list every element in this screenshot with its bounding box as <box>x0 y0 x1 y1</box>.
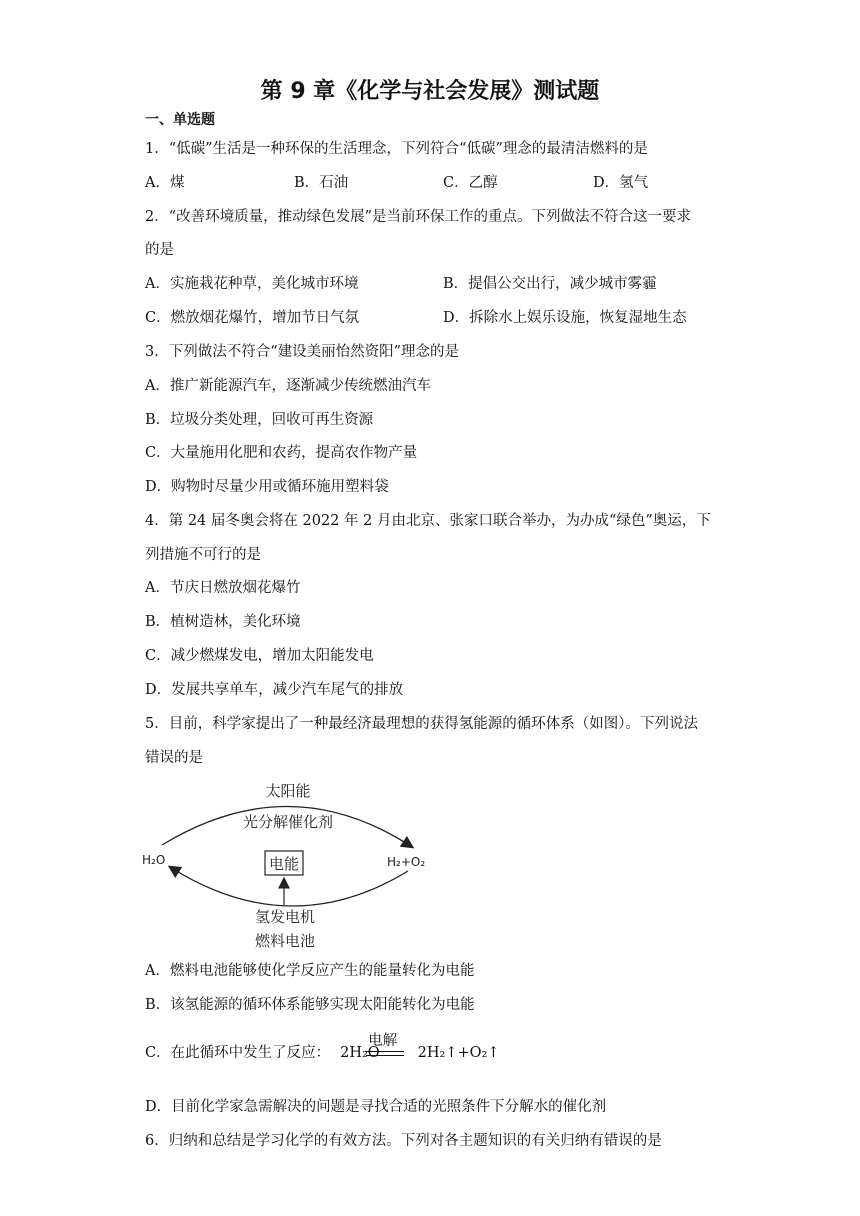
page-title: 第 9 章《化学与社会发展》测试题 <box>260 79 600 104</box>
q5-option-d: D．目前化学家急需解决的问题是寻找合适的光照条件下分解水的催化剂 <box>145 1099 607 1115</box>
q1-option-d: D．氢气 <box>593 175 649 191</box>
q2-option-c: C．燃放烟花爆竹，增加节日气氛 <box>145 310 360 326</box>
diagram-label-hydrogen-oxygen: H₂+O₂ <box>387 855 426 869</box>
diagram-label-fuel-cell: 燃料电池 <box>254 932 316 950</box>
q3-option-c: C．大量施用化肥和农药，提高农作物产量 <box>145 445 418 461</box>
diagram-label-electric-energy: 电能 <box>268 855 300 873</box>
q1-option-c: C．乙醇 <box>443 175 498 191</box>
diagram-label-catalyst: 光分解催化剂 <box>242 813 334 831</box>
question-5-stem-line2: 错误的是 <box>145 750 203 766</box>
q3-option-d: D．购物时尽量少用或循环施用塑料袋 <box>145 479 389 495</box>
diagram-label-hydrogen-generator: 氢发电机 <box>254 908 316 926</box>
q4-option-d: D．发展共享单车，减少汽车尾气的排放 <box>145 682 404 698</box>
section-heading: 一、单选题 <box>145 112 215 128</box>
question-2-stem-line1: 2．“改善环境质量，推动绿色发展”是当前环保工作的重点。下列做法不符合这一要求 <box>145 209 692 225</box>
question-6-stem: 6．归纳和总结是学习化学的有效方法。下列对各主题知识的有关归纳有错误的是 <box>145 1133 662 1149</box>
q3-option-b: B．垃圾分类处理，回收可再生资源 <box>145 412 374 428</box>
equation-reactant: 2H₂O <box>340 1045 380 1061</box>
question-5-stem-line1: 5．目前，科学家提出了一种最经济最理想的获得氢能源的循环体系（如图）。下列说法 <box>145 716 698 732</box>
diagram-label-solar: 太阳能 <box>265 782 311 800</box>
equation-products: 2H₂↑+O₂↑ <box>417 1045 500 1061</box>
question-2-stem-line2: 的是 <box>145 242 174 258</box>
q4-option-a: A．节庆日燃放烟花爆竹 <box>145 580 301 596</box>
q5-option-c-prefix: C．在此循环中发生了反应： <box>145 1045 331 1061</box>
q1-option-a: A．煤 <box>145 175 185 191</box>
question-3-stem: 3．下列做法不符合“建设美丽怡然资阳”理念的是 <box>145 344 460 360</box>
q2-option-b: B．提倡公交出行，减少城市雾霾 <box>443 276 657 292</box>
q5-option-a: A．燃料电池能够使化学反应产生的能量转化为电能 <box>145 963 475 979</box>
q5-option-c <box>145 1033 500 1062</box>
equation-condition: 电解 <box>368 1033 398 1049</box>
electrolysis-equation <box>340 1033 500 1061</box>
q5-option-b: B．该氢能源的循环体系能够实现太阳能转化为电能 <box>145 997 475 1013</box>
question-4-stem-line2: 列措施不可行的是 <box>145 547 261 563</box>
q2-option-a: A．实施栽花种草，美化城市环境 <box>145 276 359 292</box>
question-4-stem-line1: 4．第 24 届冬奥会将在 2022 年 2 月由北京、张家口联合举办，为办成“绿色”奥运，下 <box>145 513 711 529</box>
hydrogen-cycle-diagram <box>140 775 440 955</box>
q4-option-b: B．植树造林，美化环境 <box>145 614 301 630</box>
q2-option-d: D．拆除水上娱乐设施，恢复湿地生态 <box>443 310 687 326</box>
q4-option-c: C．减少燃煤发电，增加太阳能发电 <box>145 648 374 664</box>
q3-option-a: A．推广新能源汽车，逐渐减少传统燃油汽车 <box>145 378 431 394</box>
equation-equals-bar <box>366 1051 404 1056</box>
question-1-stem: 1．“低碳”生活是一种环保的生活理念，下列符合“低碳”理念的最清洁燃料的是 <box>145 141 648 157</box>
q1-option-b: B．石油 <box>294 175 349 191</box>
diagram-label-water: H₂O <box>142 853 166 867</box>
